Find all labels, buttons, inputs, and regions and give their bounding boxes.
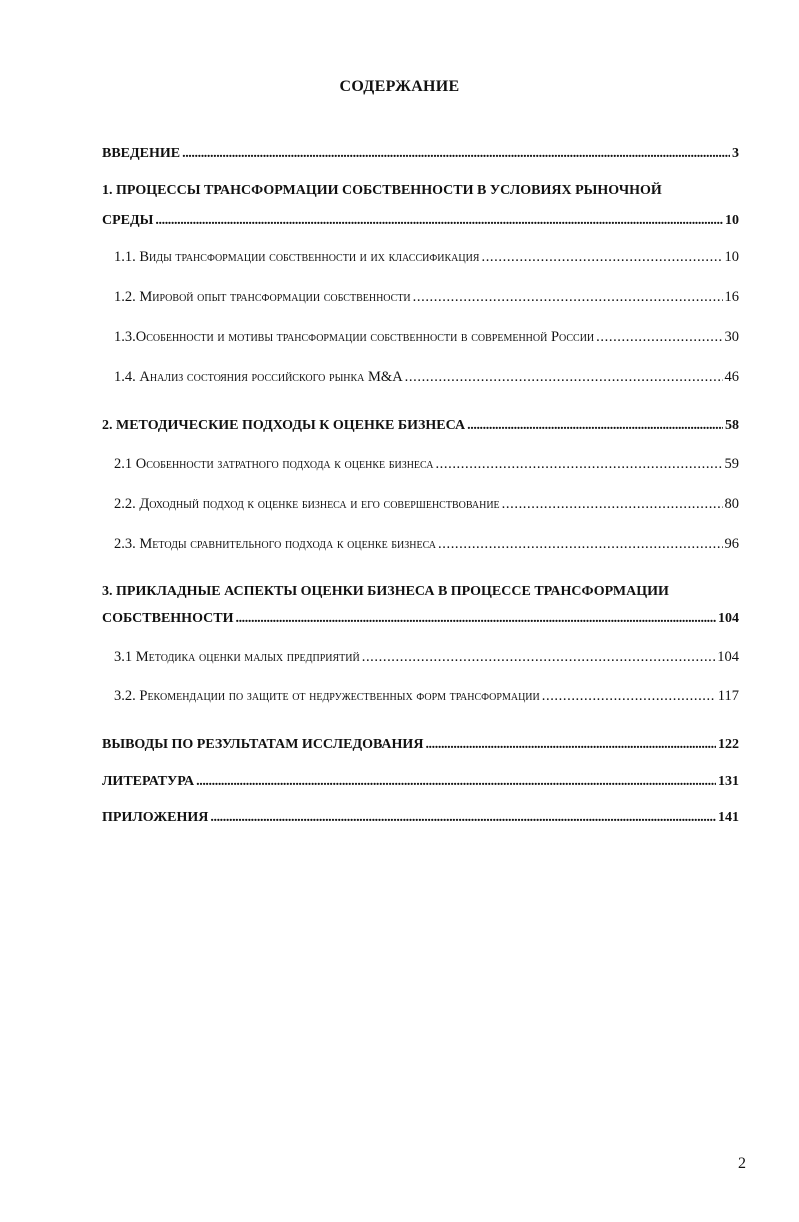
toc-entry-label: 1.4. Анализ состояния российского рынка M&A: [114, 369, 403, 385]
dot-leader: [467, 418, 723, 434]
toc-entry-page: 80: [724, 496, 739, 512]
dot-leader: [362, 649, 716, 666]
dot-leader: [542, 688, 716, 705]
toc-entry-page: 131: [718, 774, 739, 789]
toc-entry-1-4: [114, 369, 739, 386]
toc-entry-label: 2. МЕТОДИЧЕСКИЕ ПОДХОДЫ К ОЦЕНКЕ БИЗНЕСА: [102, 418, 466, 433]
toc-entry-2-1: [114, 456, 739, 473]
dot-leader: [438, 536, 722, 553]
toc-entry-1-1: [114, 249, 739, 266]
toc-entry-page: 46: [724, 369, 739, 385]
dot-leader: [182, 146, 730, 162]
toc-entry-page: 30: [724, 329, 739, 345]
toc-entry-chapter-2: [102, 418, 739, 434]
toc-entry-label: 2.3. Методы сравнительного подхода к оценке бизнеса: [114, 536, 437, 552]
toc-entry-page: 104: [718, 611, 739, 626]
toc-entry-page: 117: [717, 688, 739, 704]
toc-entry-page: 16: [724, 289, 739, 305]
toc-entry-chapter-1: [102, 213, 739, 229]
toc-entry-1-3: [114, 329, 739, 346]
toc-entry-label: 1.1. Виды трансформации собственности и их классификация: [114, 249, 480, 265]
toc-chapter-3-title: 3. ПРИКЛАДНЫЕ АСПЕКТЫ ОЦЕНКИ БИЗНЕСА В ПРОЦЕССЕ ТРАНСФОРМАЦИИ: [102, 584, 669, 599]
toc-entry-appendices: [102, 810, 739, 826]
toc-entry-page: 96: [724, 536, 739, 552]
toc-entry-literature: [102, 774, 739, 790]
toc-entry-label: СОБСТВЕННОСТИ: [102, 611, 234, 626]
toc-title: СОДЕРЖАНИЕ: [339, 78, 460, 95]
toc-entry-page: 104: [717, 649, 739, 665]
dot-leader: [435, 456, 722, 473]
dot-leader: [155, 213, 723, 229]
dot-leader: [210, 810, 716, 826]
dot-leader: [481, 249, 722, 266]
toc-entry-page: 141: [718, 810, 739, 825]
toc-entry-page: 10: [725, 213, 739, 228]
toc-entry-label: СРЕДЫ: [102, 213, 154, 228]
toc-entry-label: ЛИТЕРАТУРА: [102, 774, 195, 789]
dot-leader: [596, 329, 722, 346]
toc-entry-page: 10: [724, 249, 739, 265]
toc-chapter-1-title: 1. ПРОЦЕССЫ ТРАНСФОРМАЦИИ СОБСТВЕННОСТИ В УСЛОВИЯХ РЫНОЧНОЙ: [102, 183, 662, 198]
toc-entry-chapter-3: [102, 611, 739, 627]
toc-entry-conclusions: [102, 737, 739, 753]
toc-entry-page: 3: [732, 146, 739, 161]
dot-leader: [502, 496, 723, 513]
toc-entry-label: ПРИЛОЖЕНИЯ: [102, 810, 209, 825]
toc-entry-page: 59: [724, 456, 739, 472]
toc-entry-label: 3.2. Рекомендации по защите от недружественных форм трансформации: [114, 688, 540, 704]
toc-entry-label: 1.2. Мировой опыт трансформации собственности: [114, 289, 411, 305]
page-number: 2: [738, 1155, 746, 1172]
toc-entry-label: 3.1 Методика оценки малых предприятий: [114, 649, 360, 665]
dot-leader: [413, 289, 723, 306]
toc-entry-page: 122: [718, 737, 739, 752]
toc-entry-label: 1.3.Особенности и мотивы трансформации собственности в современной России: [114, 329, 595, 345]
toc-entry-2-2: [114, 496, 739, 513]
dot-leader: [196, 774, 716, 790]
toc-entry-label: 2.2. Доходный подход к оценке бизнеса и его совершенствование: [114, 496, 500, 512]
toc-entry-page: 58: [725, 418, 739, 433]
dot-leader: [405, 369, 723, 386]
toc-entry-3-2: [114, 688, 739, 705]
toc-entry-1-2: [114, 289, 739, 306]
toc-entry-2-3: [114, 536, 739, 553]
dot-leader: [425, 737, 716, 753]
dot-leader: [235, 611, 716, 627]
toc-entry-3-1: [114, 649, 739, 666]
toc-entry-label: 2.1 Особенности затратного подхода к оценке бизнеса: [114, 456, 434, 472]
toc-entry-label: ВВЕДЕНИЕ: [102, 146, 181, 161]
toc-entry-introduction: [102, 146, 739, 162]
toc-entry-label: ВЫВОДЫ ПО РЕЗУЛЬТАТАМ ИССЛЕДОВАНИЯ: [102, 737, 424, 752]
